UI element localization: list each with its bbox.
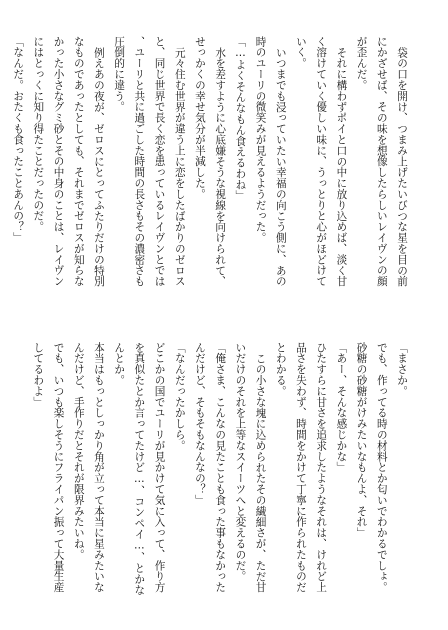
paragraph: 「俺さま、こんなの見たことも食った事もなかったんだけど、そもそもなんなの？」 <box>193 342 227 593</box>
text-block-upper <box>12 36 412 294</box>
paragraph: どこかの国でユーリが見かけて気に入って、作り方を真似たとか言ってたけど…、コンペイ…、とかなんとか。 <box>113 342 166 596</box>
paragraph: 袋の口を開け、つまみ上げたいびつな星を目の前にかざせば、その味を想像したらしいレイヴンの顔が歪んだ。 <box>355 36 408 287</box>
paragraph: 「あー、そんな感じかな」 <box>335 342 348 473</box>
paragraph: 水を差すように心底嫌そうな視線を向けられて、せっかくの幸せ気分が半減した。 <box>193 36 227 287</box>
paragraph: いつまでも浸っていたい幸福の向こう側に、あの時のユーリの微笑みが見えるようだった。 <box>254 36 287 287</box>
paragraph: 「なんだったかしら。 <box>173 342 186 451</box>
paragraph: この小さな塊に込められたその繊細さが、ただ甘いだけのそれを上等なスイーツへと変えるのだ。 <box>234 342 267 593</box>
paragraph: 例えあの夜が、ゼロスにとってふたりだけの特別なものであったとしても、それまでゼロスが知らなかった小さなグミ砂とその中身のことは、レイヴンにはとっくに知り得たことだったのだ。 <box>32 36 105 287</box>
paragraph: ひたすらに甘さを追求したようなそれは、けれど上品さを失わず、時間をかけて丁寧に作られたものだとわかる。 <box>274 342 328 593</box>
paragraph: 「なんだ。おたくも食ったことあんの？」 <box>12 36 25 244</box>
paragraph: 本当はもっとしっかり角が立って本当に星みたいなんだけど、手作りだとそれが限界みたいね。 <box>72 342 105 593</box>
paragraph: 元々住む世界が違う上に恋をしたばかりのゼロスと、同じ世界で長く恋を患っているレイヴンとでは、ユーリと共に過ごした時間の長さもその濃密さも圧倒的に違う。 <box>113 36 186 287</box>
paragraph: でも、作ってる時の材料とか匂いでわかるでしょ。砂糖の砂糖がけみたいなもんよ、それ」 <box>355 342 388 593</box>
paragraph: それに構わずポイと口の中に放り込めば、淡く甘く溶けていく優しい味に、うっとりと心がほどけていく。 <box>294 36 348 287</box>
paragraph: でも、いつも楽しそうにフライパン振って大量生産してるわよ」 <box>32 342 65 593</box>
paragraph: 「まさか。 <box>396 342 408 397</box>
paragraph: 「…よくそんなもん食えるわね」 <box>234 36 247 201</box>
text-block-lower <box>32 342 412 602</box>
